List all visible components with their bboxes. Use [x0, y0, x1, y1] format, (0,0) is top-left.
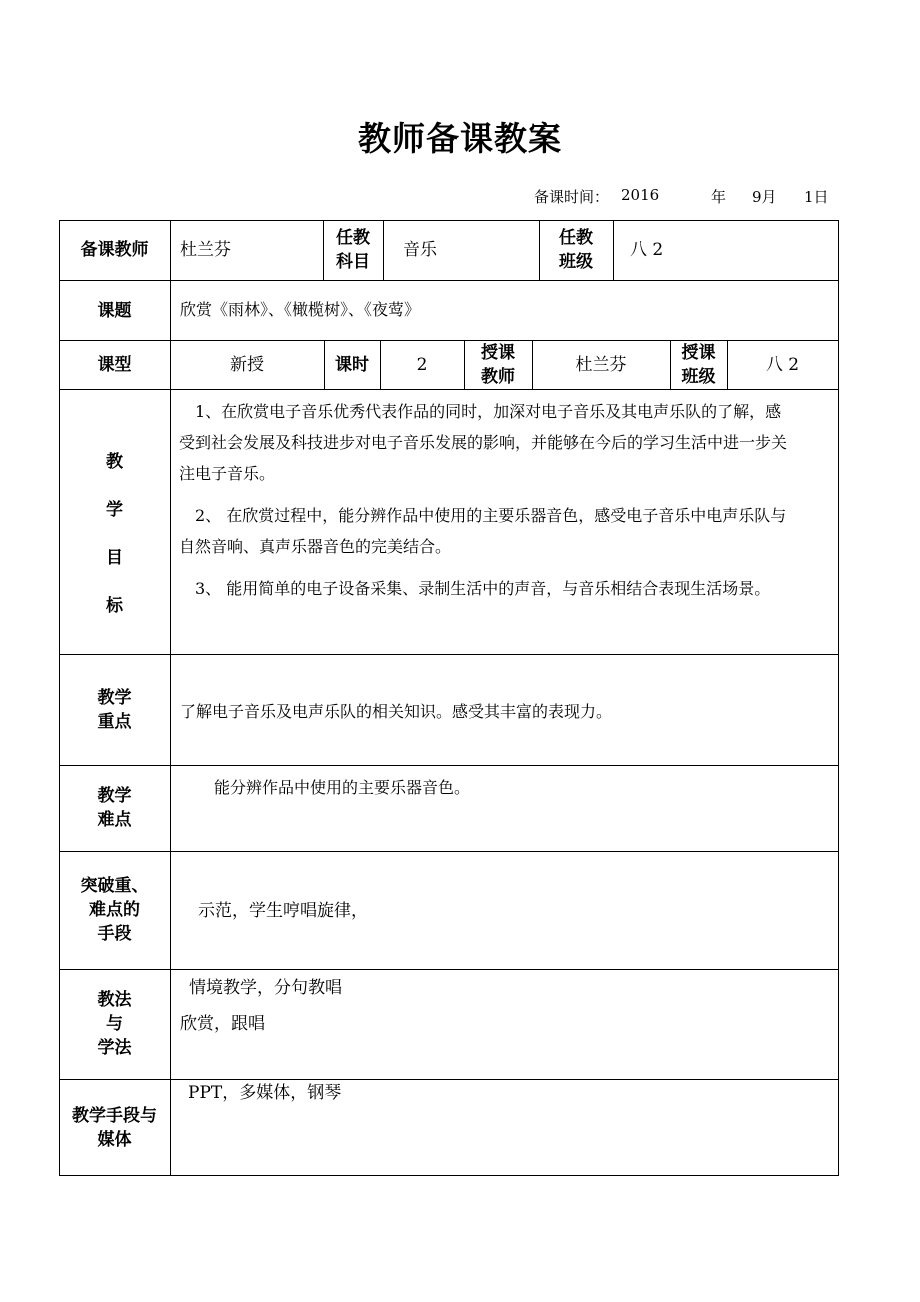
- objective-line: 3、 能用简单的电子设备采集、录制生活中的声音，与音乐相结合表现生活场景。: [195, 579, 771, 598]
- methods-line-2: 欣赏，跟唱: [180, 1014, 265, 1034]
- row-divider: [59, 851, 839, 852]
- date-month: 9月: [752, 188, 777, 206]
- hours-label: 课时: [335, 355, 369, 375]
- lecturer-value: 杜兰芬: [575, 355, 627, 375]
- row-divider: [59, 1079, 839, 1080]
- lecture-class-label-line: 授课: [681, 343, 716, 363]
- difficulties-label: [59, 784, 170, 832]
- date-label: 备课时间：: [534, 188, 610, 206]
- table-border-top: [59, 220, 839, 221]
- class-label: [539, 226, 613, 274]
- methods-label: [59, 988, 170, 1060]
- row-divider: [59, 765, 839, 766]
- lecturer-label-line: 授课: [481, 343, 515, 363]
- lecture-class-label-line: 班级: [681, 367, 716, 387]
- breakthrough-label: [59, 874, 170, 946]
- objective-line: 注电子音乐。: [179, 464, 276, 483]
- difficulties-label-line: 难点: [97, 810, 132, 830]
- key-points-label: [59, 686, 170, 734]
- type-label: 课型: [97, 355, 132, 375]
- methods-label-line: 教法: [97, 990, 132, 1010]
- subject-value: 音乐: [403, 240, 437, 260]
- type-value: 新授: [230, 355, 264, 375]
- objective-line: 2、 在欣赏过程中，能分辨作品中使用的主要乐器音色，感受电子音乐中电声乐队与: [195, 506, 787, 525]
- breakthrough-text: 示范，学生哼唱旋律，: [198, 901, 368, 921]
- objective-line: 受到社会发展及科技进步对电子音乐发展的影响，并能够在今后的学习生活中进一步关: [179, 433, 788, 452]
- col-divider: [613, 220, 614, 280]
- class-value: 八 2: [630, 240, 664, 260]
- date-day: 1日: [804, 188, 829, 206]
- methods-label-line: 学法: [97, 1038, 132, 1058]
- breakthrough-label-line: 难点的: [89, 900, 140, 920]
- objective-line: 1、在欣赏电子音乐优秀代表作品的同时，加深对电子音乐及其电声乐队的了解，感: [195, 402, 782, 421]
- media-label-line: 媒体: [97, 1130, 132, 1150]
- row-divider: [59, 654, 839, 655]
- row-divider: [59, 389, 839, 390]
- table-border-bottom: [59, 1175, 839, 1176]
- objectives-label-char: 教: [106, 452, 123, 472]
- topic-label: 课题: [97, 301, 132, 321]
- lecturer-label-line: 教师: [481, 367, 515, 387]
- teacher-label: 备课教师: [80, 240, 149, 260]
- date-year: 2016: [621, 186, 660, 204]
- objective-line: 自然音响、真声乐器音色的完美结合。: [179, 537, 452, 556]
- key-points-text: 了解电子音乐及电声乐队的相关知识。感受其丰富的表现力。: [180, 702, 613, 721]
- date-year-unit: 年: [711, 188, 727, 206]
- methods-label-line: 与: [106, 1014, 123, 1034]
- key-points-label-line: 重点: [97, 712, 132, 732]
- objectives-label: [59, 438, 170, 630]
- col-divider: [383, 220, 384, 280]
- media-text: PPT，多媒体，钢琴: [188, 1083, 342, 1103]
- breakthrough-label-line: 突破重、: [80, 876, 149, 896]
- topic-value: 欣赏《雨林》、《橄榄树》、《夜莺》: [180, 300, 421, 319]
- media-label-line: 教学手段与: [72, 1106, 157, 1126]
- difficulties-text: 能分辨作品中使用的主要乐器音色。: [214, 778, 471, 797]
- objectives-label-char: 学: [106, 500, 123, 520]
- key-points-label-line: 教学: [97, 688, 132, 708]
- lesson-plan-table: [59, 220, 839, 1176]
- subject-label-line: 科目: [336, 252, 370, 272]
- class-label-line: 班级: [559, 252, 593, 272]
- subject-label: [323, 226, 383, 274]
- methods-line-1: 情境教学，分句教唱: [189, 978, 342, 998]
- table-border-right: [838, 220, 839, 1176]
- difficulties-label-line: 教学: [97, 786, 132, 806]
- breakthrough-label-line: 手段: [97, 924, 132, 944]
- lecture-class-label: [670, 341, 727, 389]
- objectives-text: [179, 396, 834, 604]
- document-title: 教师备课教案: [358, 119, 562, 158]
- teacher-value: 杜兰芬: [180, 240, 231, 260]
- media-label: [59, 1104, 170, 1152]
- hours-value: 2: [416, 355, 428, 375]
- objectives-label-char: 标: [106, 596, 123, 616]
- objectives-label-char: 目: [106, 548, 123, 568]
- row-divider: [59, 969, 839, 970]
- row-divider: [59, 280, 839, 281]
- lecture-class-value: 八 2: [765, 355, 800, 375]
- lecturer-label: [464, 341, 532, 389]
- class-label-line: 任教: [559, 228, 593, 248]
- subject-label-line: 任教: [336, 228, 370, 248]
